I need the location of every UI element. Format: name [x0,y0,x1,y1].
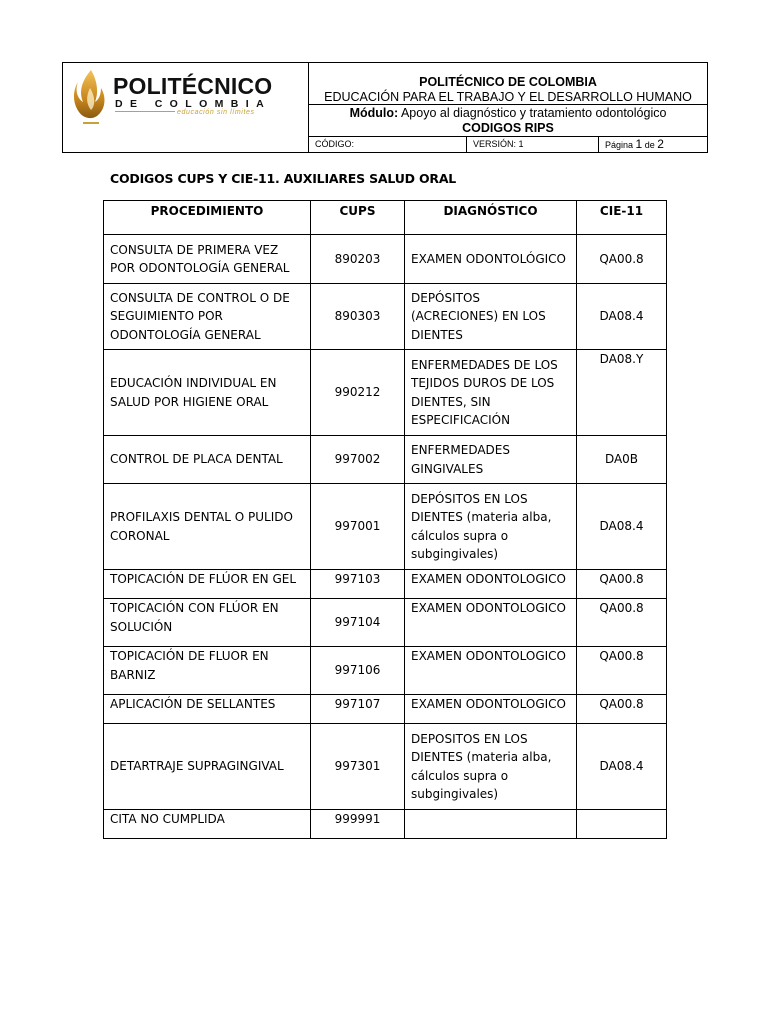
cie-cell: QA00.8 [577,599,667,647]
diagnostico-cell: DEPÓSITOS EN LOS DIENTES (materia alba, cálculos supra o subgingivales) [405,484,577,570]
diagnostico-cell: EXAMEN ODONTOLOGICO [405,647,577,695]
cie-cell: QA00.8 [577,695,667,724]
institution-name: POLITÉCNICO DE COLOMBIA [419,75,597,89]
page-total: 2 [657,137,664,151]
table-row [104,350,667,436]
logo-subtitle: DE COLOMBIA [115,98,272,110]
diagnostico-cell: EXAMEN ODONTOLOGICO [405,570,577,599]
version-cell: VERSIÓN: 1 [467,137,599,152]
page-word: Página [605,140,634,150]
column-header: DIAGNÓSTICO [405,201,577,235]
section-title: CODIGOS CUPS Y CIE-11. AUXILIARES SALUD ORAL [110,171,457,186]
procedimiento-cell: DETARTRAJE SUPRAGINGIVAL [104,724,311,810]
table-row [104,695,667,724]
cie-cell: DA08.4 [577,484,667,570]
cups-cell: 890303 [311,284,405,350]
header-institution-row [309,63,707,105]
cups-cell: 997107 [311,695,405,724]
cups-cell: 997106 [311,647,405,695]
procedimiento-cell: CONTROL DE PLACA DENTAL [104,436,311,484]
logo [63,63,309,152]
logo-wordmark: POLITÉCNICO [113,73,273,99]
table-row [104,484,667,570]
procedimiento-cell: TOPICACIÓN DE FLÚOR EN GEL [104,570,311,599]
table-row [104,810,667,839]
procedimiento-cell: CONSULTA DE PRIMERA VEZ POR ODONTOLOGÍA GENERAL [104,235,311,284]
page-of: de [644,140,655,150]
table-row [104,436,667,484]
codes-table [103,200,667,839]
table-row [104,599,667,647]
table-row [104,647,667,695]
page-cell [599,137,709,152]
codigo-cell: CÓDIGO: [309,137,467,152]
cups-cell: 999991 [311,810,405,839]
module-line [309,106,707,121]
document-header [62,62,708,153]
column-header: PROCEDIMIENTO [104,201,311,235]
cie-cell [577,810,667,839]
logo-tagline: educación sin límites [177,109,255,116]
diagnostico-cell [405,810,577,839]
column-header: CIE-11 [577,201,667,235]
module-label: Módulo: [349,106,399,120]
procedimiento-cell: TOPICACIÓN DE FLUOR EN BARNIZ [104,647,311,695]
column-header: CUPS [311,201,405,235]
diagnostico-cell: DEPÓSITOS (ACRECIONES) EN LOS DIENTES [405,284,577,350]
flame-icon [71,66,111,130]
diagnostico-cell: EXAMEN ODONTOLÓGICO [405,235,577,284]
module-value: Apoyo al diagnóstico y tratamiento odontológico [400,106,667,120]
diagnostico-cell: EXAMEN ODONTOLOGICO [405,599,577,647]
procedimiento-cell: EDUCACIÓN INDIVIDUAL EN SALUD POR HIGIENE ORAL [104,350,311,436]
page-current: 1 [635,137,643,151]
cups-cell: 997002 [311,436,405,484]
cups-cell: 997104 [311,599,405,647]
cups-cell: 997301 [311,724,405,810]
cups-cell: 990212 [311,350,405,436]
cie-cell: QA00.8 [577,647,667,695]
cups-cell: 997001 [311,484,405,570]
header-meta-row [309,137,707,152]
cups-cell: 890203 [311,235,405,284]
header-module-row [309,105,707,137]
table-row [104,570,667,599]
table-row [104,724,667,810]
logo-rule [115,111,175,112]
table-row [104,235,667,284]
diagnostico-cell: ENFERMEDADES GINGIVALES [405,436,577,484]
cie-cell: DA08.Y [577,350,667,436]
procedimiento-cell: APLICACIÓN DE SELLANTES [104,695,311,724]
cie-cell: DA0B [577,436,667,484]
cie-cell: DA08.4 [577,284,667,350]
cie-cell: QA00.8 [577,570,667,599]
cie-cell: QA00.8 [577,235,667,284]
procedimiento-cell: TOPICACIÓN CON FLÚOR EN SOLUCIÓN [104,599,311,647]
diagnostico-cell: ENFERMEDADES DE LOS TEJIDOS DUROS DE LOS DIENTES, SIN ESPECIFICACIÓN [405,350,577,436]
diagnostico-cell: EXAMEN ODONTOLOGICO [405,695,577,724]
table-row [104,284,667,350]
institution-subtitle: EDUCACIÓN PARA EL TRABAJO Y EL DESARROLLO HUMANO [324,90,692,104]
document-title: CODIGOS RIPS [462,121,554,135]
cie-cell: DA08.4 [577,724,667,810]
procedimiento-cell: CITA NO CUMPLIDA [104,810,311,839]
procedimiento-cell: CONSULTA DE CONTROL O DE SEGUIMIENTO POR ODONTOLOGÍA GENERAL [104,284,311,350]
procedimiento-cell: PROFILAXIS DENTAL O PULIDO CORONAL [104,484,311,570]
diagnostico-cell: DEPOSITOS EN LOS DIENTES (materia alba, cálculos supra o subgingivales) [405,724,577,810]
cups-cell: 997103 [311,570,405,599]
table-header-row [104,201,667,235]
